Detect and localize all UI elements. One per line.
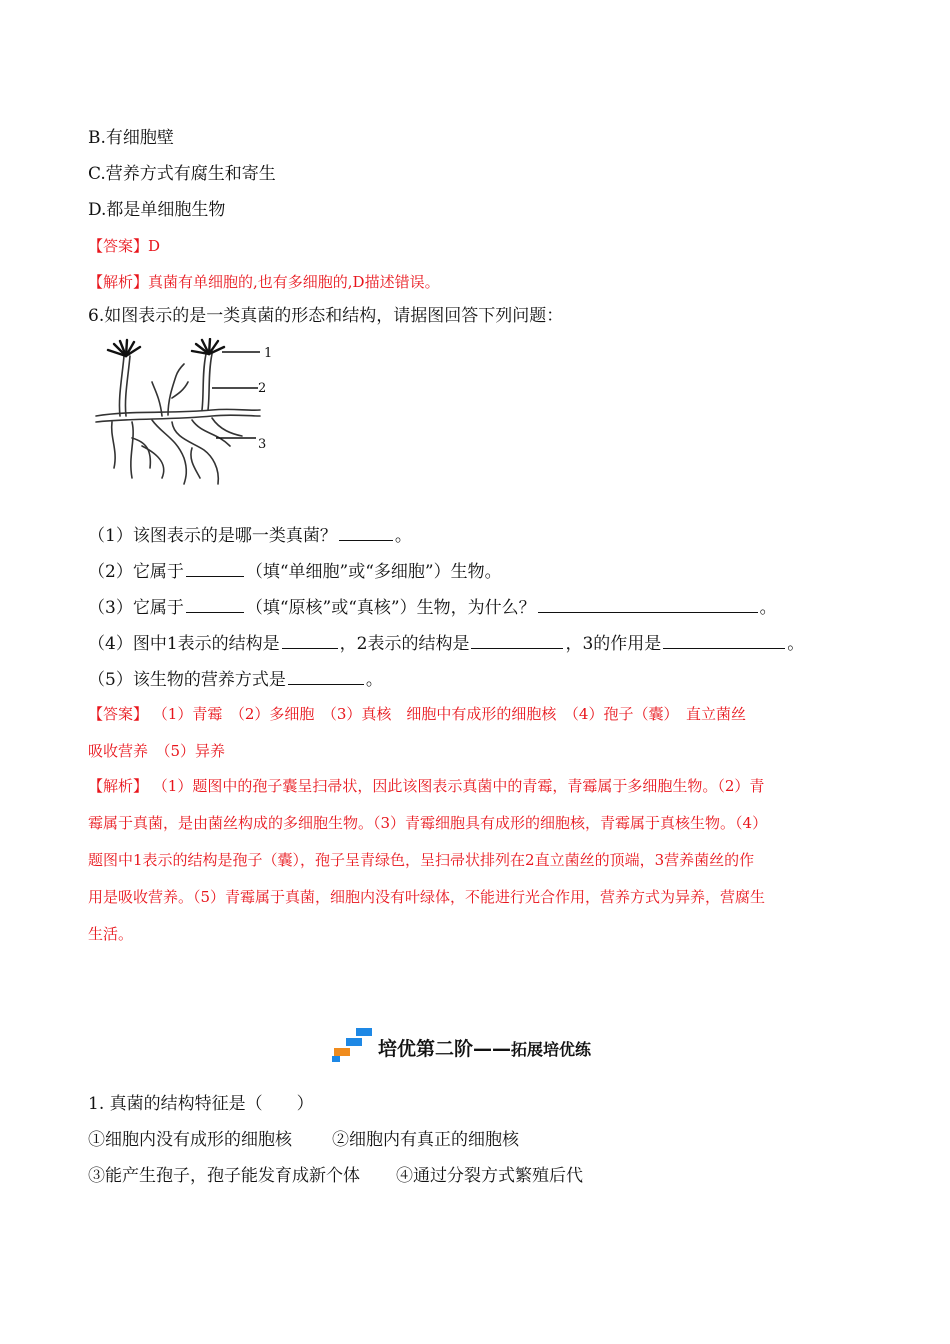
q6-sub4: （4）图中1表示的结构是 ，2表示的结构是 ，3的作用是 。 [88,634,805,654]
analysis-tag: 【解析】 [88,273,149,291]
answer-blank[interactable] [663,632,785,649]
answer-blank[interactable] [471,632,563,649]
q1-options-row2: ③能产生孢子，孢子能发育成新个体 ④通过分裂方式繁殖后代 [88,1166,583,1186]
answer-blank[interactable] [339,524,393,541]
option-d: D.都是单细胞生物 [88,200,226,220]
q6-stem: 6.如图表示的是一类真菌的形态和结构，请据图回答下列问题： [88,306,564,326]
answer-blank[interactable] [186,596,244,613]
answer-blank[interactable] [538,596,758,613]
option-c: C.营养方式有腐生和寄生 [88,164,276,184]
option-b: B.有细胞壁 [88,128,174,148]
figure-label-2: 2 [258,381,267,396]
q1-stem: 1. 真菌的结构特征是（ ） [88,1094,314,1114]
q6-sub3: （3）它属于 （填“原核”或“真核”）生物，为什么？ 。 [88,598,777,618]
right-aerial-hypha [202,354,206,410]
q6-sub2: （2）它属于 （填“单细胞”或“多细胞”）生物。 [88,562,502,582]
section-header [332,1028,591,1062]
q6-sub1: （1）该图表示的是哪一类真菌？ 。 [88,526,412,546]
section-title: 培优第二阶——拓展培优练 [378,1038,592,1060]
sporangium-brush [108,339,224,356]
analysis-tag: 【解析】 [88,777,149,795]
analysis-text: 真菌有单细胞的,也有多细胞的,D描述错误。 [148,273,440,291]
q6-sub5: （5）该生物的营养方式是 。 [88,670,383,690]
answer-tag: 【答案】 [88,705,149,723]
left-aerial-hypha [119,356,124,416]
q5-analysis [88,270,440,294]
q1-options-row1: ①细胞内没有成形的细胞核 ②细胞内有真正的细胞核 [88,1130,519,1150]
answer-blank[interactable] [288,668,364,685]
figure-label-1: 1 [264,346,273,361]
q5-answer [88,234,160,258]
q6-analysis: 【解析】 （1）题图中的孢子囊呈扫帚状，因此该图表示真菌中的青霉，青霉属于多细胞生物。（2）青 霉属于真菌，是由菌丝构成的多细胞生物。（3）青霉细胞具有成形的细胞核，青霉属于真核生物。（4） 题图中1表示的结构是孢子（囊），孢子呈青绿色，呈扫帚状排列在2直立菌丝的顶端，3营养菌丝的作 用是吸收营养。（5）青霉属于真菌，细胞内没有叶绿体，不能进行光合作用，营养方式为异养，营腐生 生活。 [88,777,768,943]
answer-tag: 【答案】 [88,237,149,255]
figure-label-3: 3 [258,437,267,452]
penicillium-figure [92,338,292,488]
q6-answer: 【答案】 （1）青霉 （2）多细胞 （3）真核 细胞中有成形的细胞核 （4）孢子（囊） 直立菌丝 吸收营养 （5）异养 [88,705,746,760]
answer-blank[interactable] [282,632,338,649]
section-stairs-icon [332,1028,372,1062]
answer-text: D [148,237,161,255]
answer-blank[interactable] [186,560,244,577]
